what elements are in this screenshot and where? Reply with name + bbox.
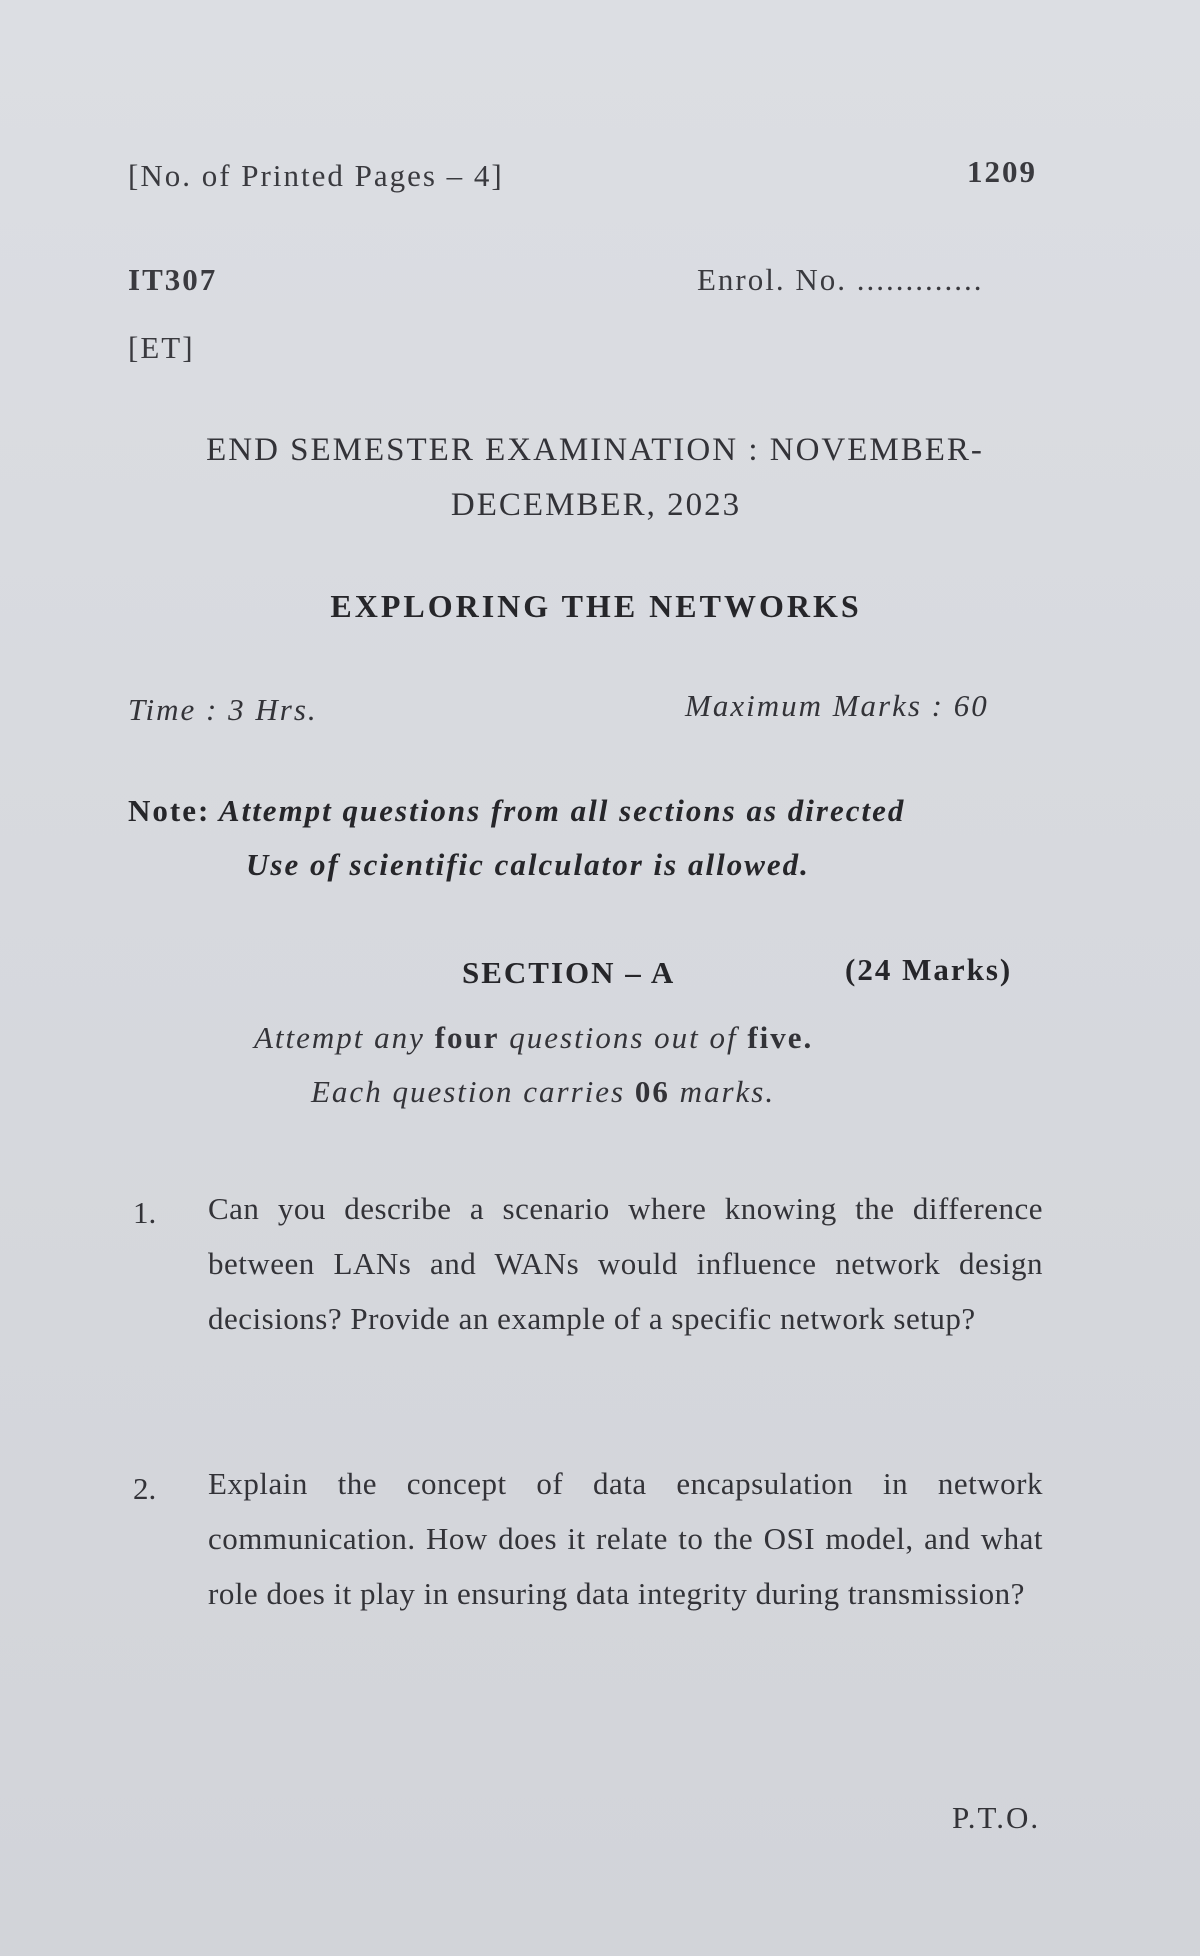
paper-number: 1209 [967,154,1037,189]
instr1-part-c: questions out of [509,1020,738,1055]
instr2-marks-value: 06 [634,1074,670,1109]
please-turn-over: P.T.O. [952,1800,1041,1835]
maximum-marks: Maximum Marks : 60 [685,688,989,723]
question-1-text: Can you describe a scenario where knowing the difference between LANs and WANs would influence network design decisions? Provide an example of a specific network setup? [208,1191,1043,1336]
exam-title-line2: DECEMBER, 2023 [450,487,742,523]
question-2-number: 2. [133,1471,157,1506]
section-a-title: SECTION – A [462,955,676,990]
question-2-text: Explain the concept of data encapsulation in network communication. How does it relate to the OSI model, and what role does it play in ensuring data integrity during transmission? [208,1466,1043,1611]
instr2-part-a: Each question carries [311,1074,626,1109]
enrol-number-label: Enrol. No. ............. [697,262,984,297]
stream-label: [ET] [128,330,195,365]
exam-title-line1: END SEMESTER EXAMINATION : NOVEMBER- [206,432,984,468]
instr1-count: four [434,1020,500,1055]
section-a-instruction-2 [311,1074,775,1110]
question-1-number: 1. [133,1195,157,1230]
instr1-part-a: Attempt any [254,1020,425,1055]
section-a-marks: (24 Marks) [845,952,1013,987]
printed-pages-label: [No. of Printed Pages – 4] [128,158,504,193]
section-a-instruction-1 [254,1020,813,1056]
note-line-2: Use of scientific calculator is allowed. [246,847,810,882]
subject-title: EXPLORING THE NETWORKS [330,588,862,624]
time-allowed: Time : 3 Hrs. [128,692,318,727]
note-label: Note: [128,793,211,828]
instr2-part-c: marks. [679,1074,776,1109]
note-line-1: Attempt questions from all sections as directed [218,793,906,828]
instr1-total: five. [747,1020,814,1055]
course-code: IT307 [128,262,218,297]
note-block [128,793,905,829]
